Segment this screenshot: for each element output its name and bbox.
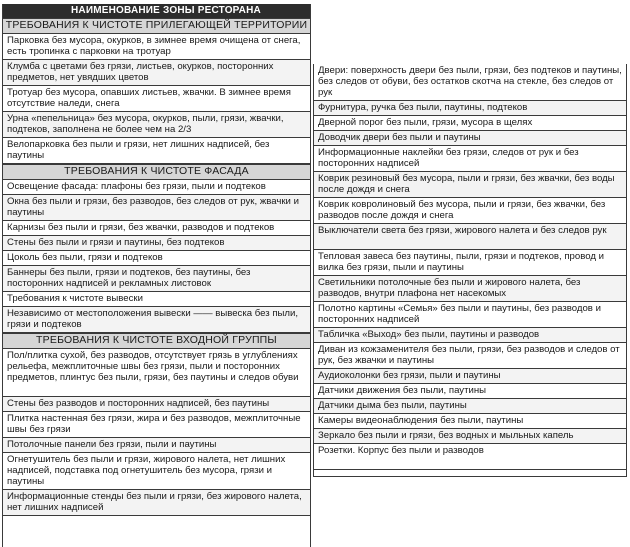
section-title: ТРЕБОВАНИЯ К ЧИСТОТЕ ПРИЛЕГАЮЩЕЙ ТЕРРИТОРИИ	[3, 18, 310, 34]
table-row: Полотно картины «Семья» без пыли и паутины, без разводов и посторонних надписей	[314, 302, 626, 328]
table-row: Светильники потолочные без пыли и жирового налета, без разводов, внутри плафона нет насекомых	[314, 276, 626, 302]
table-row: Коврик резиновый без мусора, пыли и грязи, без жвачки, без воды после дождя и снега	[314, 172, 626, 198]
table-row: Тротуар без мусора, опавших листьев, жвачки. В зимнее время отсутствие наледи, снега	[3, 86, 310, 112]
section-title: ТРЕБОВАНИЯ К ЧИСТОТЕ ФАСАДА	[3, 164, 310, 180]
table-row: Коврик ковролиновый без мусора, пыли и грязи, без жвачки, без разводов после дождя и снега	[314, 198, 626, 224]
table-row: Велопарковка без пыли и грязи, нет лишних надписей, без паутины	[3, 138, 310, 164]
table-row: Датчики движения без пыли, паутины	[314, 384, 626, 399]
table-row: Аудиоколонки без грязи, пыли и паутины	[314, 369, 626, 384]
table-row: Тепловая завеса без паутины, пыли, грязи и подтеков, провод и вилка без грязи, пыли и паутины	[314, 250, 626, 276]
table-row: Датчики дыма без пыли, паутины	[314, 399, 626, 414]
table-row: Цоколь без пыли, грязи и подтеков	[3, 251, 310, 266]
table-row: Доводчик двери без пыли и паутины	[314, 131, 626, 146]
table-row: Урна «пепельница» без мусора, окурков, пыли, грязи, жвачки, подтеков, заполнена не более чем на 2/3	[3, 112, 310, 138]
right-column-body	[314, 64, 626, 470]
table-row: Информационные наклейки без грязи, следов от рук и без посторонних надписей	[314, 146, 626, 172]
table-row: Стены без пыли и грязи и паутины, без подтеков	[3, 236, 310, 251]
right-column	[313, 64, 627, 477]
table-row: Баннеры без пыли, грязи и подтеков, без паутины, без посторонних надписей и рекламных листовок	[3, 266, 310, 292]
table-row: Выключатели света без грязи, жирового налета и без следов рук	[314, 224, 626, 250]
table-row: Освещение фасада: плафоны без грязи, пыли и подтеков	[3, 180, 310, 195]
table-row: Розетки. Корпус без пыли и разводов	[314, 444, 626, 470]
table-row: Огнетушитель без пыли и грязи, жирового налета, нет лишних надписей, подставка под огнетушитель без мусора, грязи и паутины	[3, 453, 310, 490]
table-row: Диван из кожзаменителя без пыли, грязи, без разводов и следов от рук, без жвачки и паутины	[314, 343, 626, 369]
table-row: Двери: поверхность двери без пыли, грязи, без подтеков и паутины, без следов от обуви, без остатков скотча на стекле, без следов от рук	[314, 64, 626, 101]
table-header: НАИМЕНОВАНИЕ ЗОНЫ РЕСТОРАНА	[3, 4, 310, 18]
table-row: Пол/плитка сухой, без разводов, отсутствует грязь в углублениях рельефа, межплиточные швы без грязи, пыли и посторонних предметов, плинтус без пыли, грязи, без паутины и следов обуви	[3, 349, 310, 397]
table-row: Зеркало без пыли и грязи, без водных и мыльных капель	[314, 429, 626, 444]
table-row: Карнизы без пыли и грязи, без жвачки, разводов и подтеков	[3, 221, 310, 236]
left-column	[2, 4, 311, 547]
table-row: Фурнитура, ручка без пыли, паутины, подтеков	[314, 101, 626, 116]
table-row: Дверной порог без пыли, грязи, мусора в щелях	[314, 116, 626, 131]
table-row: Стены без разводов и посторонних надписей, без паутины	[3, 397, 310, 412]
table-row: Табличка «Выход» без пыли, паутины и разводов	[314, 328, 626, 343]
table-row: Независимо от местоположения вывески —— вывеска без пыли, грязи и подтеков	[3, 307, 310, 333]
table-row: Окна без пыли и грязи, без разводов, без следов от рук, жвачки и паутины	[3, 195, 310, 221]
table-row: Потолочные панели без грязи, пыли и паутины	[3, 438, 310, 453]
table-row: Информационные стенды без пыли и грязи, без жирового налета, нет лишних надписей	[3, 490, 310, 516]
table-row: Камеры видеонаблюдения без пыли, паутины	[314, 414, 626, 429]
left-column-body	[3, 18, 310, 516]
table-row: Клумба с цветами без грязи, листьев, окурков, посторонних предметов, нет увядших цветов	[3, 60, 310, 86]
section-title: ТРЕБОВАНИЯ К ЧИСТОТЕ ВХОДНОЙ ГРУППЫ	[3, 333, 310, 349]
table-row: Требования к чистоте вывески	[3, 292, 310, 307]
table-row: Парковка без мусора, окурков, в зимнее время очищена от снега, есть тропинка с парковки на тротуар	[3, 34, 310, 60]
table-row: Плитка настенная без грязи, жира и без разводов, межплиточные швы без грязи	[3, 412, 310, 438]
